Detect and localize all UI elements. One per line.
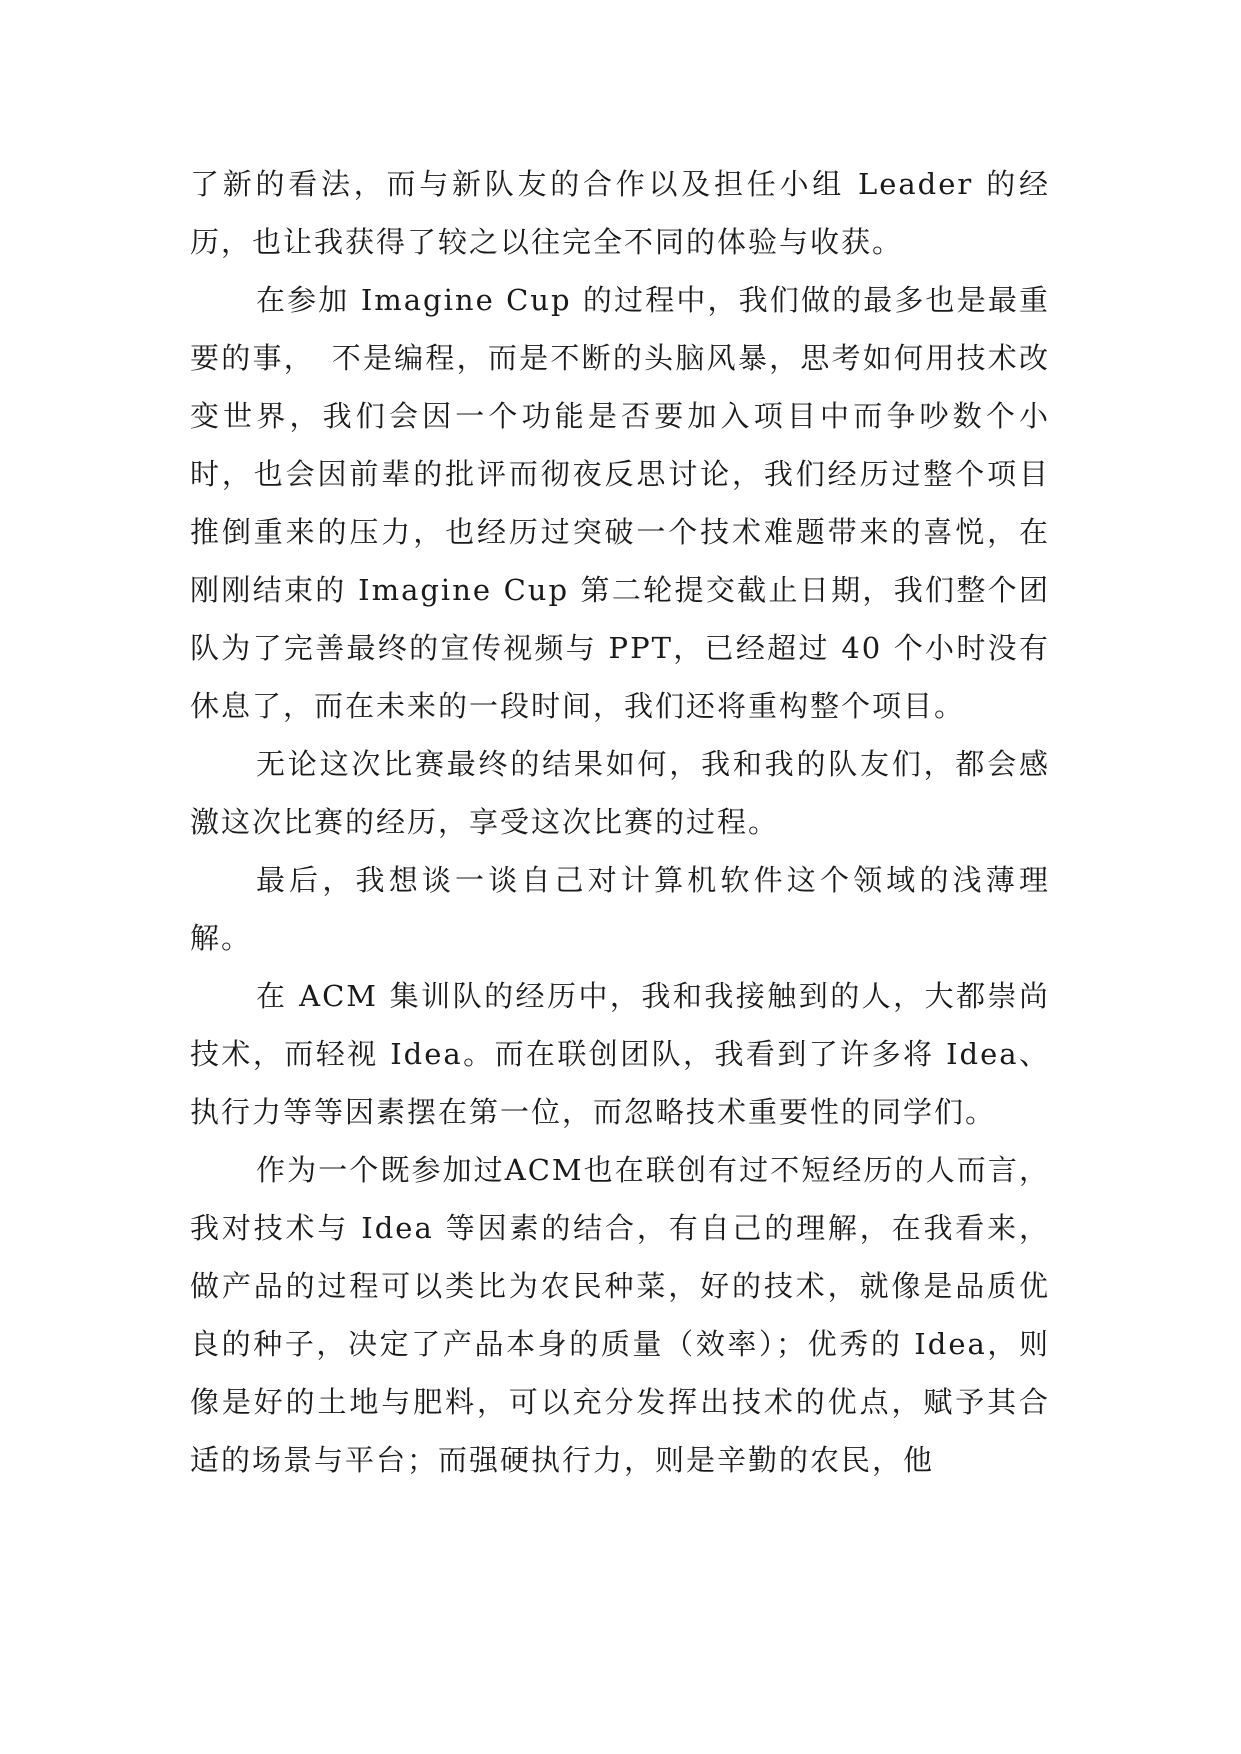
paragraph-3: 无论这次比赛最终的结果如何，我和我的队友们，都会感激这次比赛的经历，享受这次比赛的过程。 — [190, 747, 1050, 839]
paragraph-1: 了新的看法，而与新队友的合作以及担任小组 Leader 的经历，也让我获得了较之以往完全不同的体验与收获。 — [190, 167, 1050, 259]
paragraph-6: 作为一个既参加过ACM也在联创有过不短经历的人而言，我对技术与 Idea 等因素的结合，有自己的理解，在我看来，做产品的过程可以类比为农民种菜，好的技术，就像是品质优良的种子，决定了产品本身的质量（效率）；优秀的 Idea，则像是好的土地与肥料，可以充分发挥出技术的优点，赋予其合适的场景与平台；而强硬执行力，则是辛勤的农民，他 — [190, 1153, 1050, 1477]
paragraph-5: 在 ACM 集训队的经历中，我和我接触到的人，大都崇尚技术，而轻视 Idea。而在联创团队，我看到了许多将 Idea、执行力等等因素摆在第一位，而忽略技术重要性的同学们。 — [190, 979, 1050, 1129]
document-body — [190, 155, 1050, 1489]
paragraph-2: 在参加 Imagine Cup 的过程中，我们做的最多也是最重要的事， 不是编程，而是不断的头脑风暴，思考如何用技术改变世界，我们会因一个功能是否要加入项目中而争吵数个小时，也会因前辈的批评而彻夜反思讨论，我们经历过整个项目推倒重来的压力，也经历过突破一个技术难题带来的喜悦，在刚刚结束的 Imagine Cup 第二轮提交截止日期，我们整个团队为了完善最终的宣传视频与 PPT，已经超过 40 个小时没有休息了，而在未来的一段时间，我们还将重构整个项目。 — [190, 283, 1050, 723]
paragraph-4: 最后，我想谈一谈自己对计算机软件这个领域的浅薄理解。 — [190, 863, 1050, 955]
